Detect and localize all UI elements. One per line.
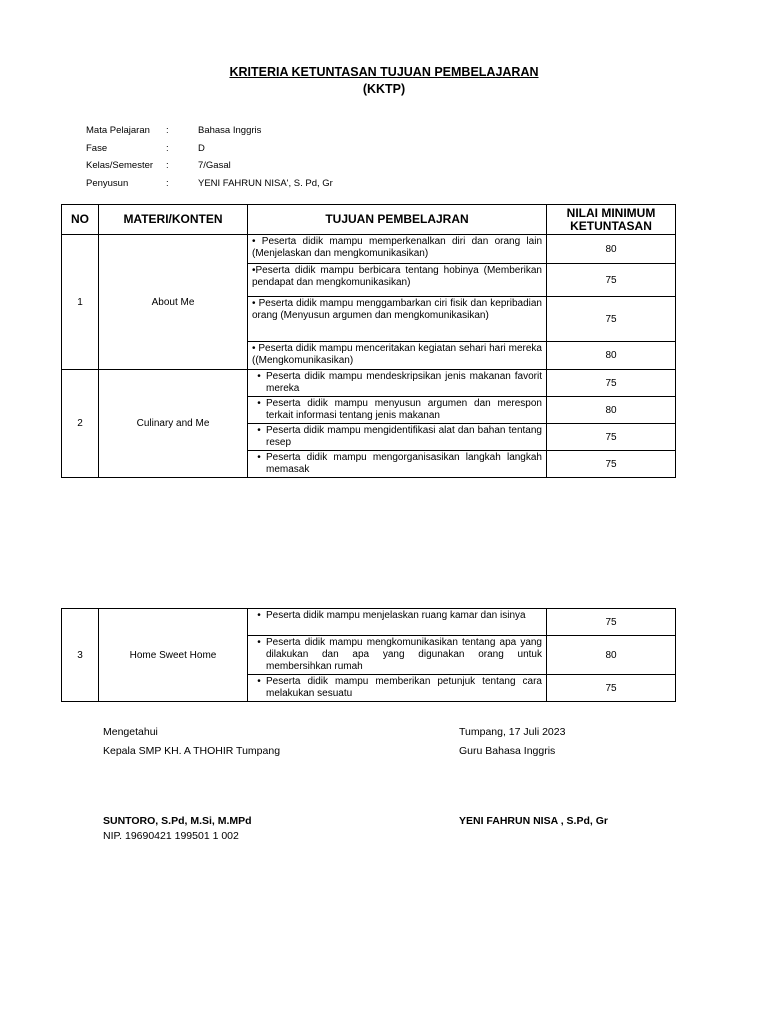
goal-nilai: 75 (547, 297, 676, 342)
meta-row (86, 160, 333, 178)
goal-cell (248, 609, 547, 636)
signature-right-name: YENI FAHRUN NISA , S.Pd, Gr (459, 815, 608, 827)
goal-nilai: 75 (547, 370, 676, 397)
goal-text: • Peserta didik mampu menceritakan kegiatan sehari hari mereka ((Mengkomunikasikan) (248, 342, 547, 370)
row-materi: Home Sweet Home (99, 609, 248, 702)
goal-text: Peserta didik mampu mendeskripsikan jenis makanan favorit mereka (266, 371, 542, 394)
goal-cell (248, 675, 547, 702)
row-number: 3 (62, 609, 99, 702)
signature-left-role: Kepala SMP KH. A THOHIR Tumpang (103, 745, 281, 757)
meta-label: Kelas/Semester (86, 160, 154, 171)
goal-nilai: 75 (547, 609, 676, 636)
header-nilai (547, 205, 676, 235)
header-nilai-line1: NILAI MINIMUM (566, 205, 656, 220)
goal-nilai: 80 (547, 636, 676, 675)
bullet-mark: • (257, 676, 261, 687)
goal-nilai: 75 (547, 675, 676, 702)
signature-right-date: Tumpang, 17 Juli 2023 (459, 726, 566, 738)
goal-text: Peserta didik mampu memberikan petunjuk tentang cara melakukan sesuatu (266, 676, 542, 699)
goal-text: Peserta didik mampu mengidentifikasi alat dan bahan tentang resep (266, 425, 542, 448)
row-number: 1 (62, 235, 99, 370)
bullet-mark: • (257, 610, 261, 621)
goal-nilai: 75 (547, 424, 676, 451)
row-materi: About Me (99, 235, 248, 370)
table-row (62, 235, 676, 264)
goal-text: Peserta didik mampu menyusun argumen dan merespon terkait informasi tentang jenis makanan (266, 398, 542, 421)
signature-right-role: Guru Bahasa Inggris (459, 745, 556, 757)
goal-cell (248, 451, 547, 478)
goal-text: •Peserta didik mampu berbicara tentang hobinya (Memberikan pendapat dan mengkomunikasikan) (248, 264, 547, 297)
meta-info (86, 125, 333, 195)
table-header-row (62, 205, 676, 235)
signature-left-label: Mengetahui (103, 726, 158, 738)
header-no: NO (62, 205, 99, 235)
table-row (62, 370, 676, 397)
goal-text: • Peserta didik mampu menggambarkan ciri fisik dan kepribadian orang (Menyusun argumen dan mengkomunikasikan) (248, 297, 547, 342)
row-materi: Culinary and Me (99, 370, 248, 478)
goal-text: Peserta didik mampu mengkomunikasikan tentang apa yang dilakukan dan apa yang digunakan orang untuk membersihkan rumah (266, 637, 542, 672)
meta-label: Fase (86, 142, 108, 154)
bullet-mark: • (257, 425, 261, 436)
goal-text: Peserta didik mampu mengorganisasikan langkah langkah memasak (266, 452, 542, 475)
meta-label: Mata Pelajaran (86, 125, 150, 136)
table-row (62, 609, 676, 636)
meta-value: D (198, 142, 205, 154)
document-subtitle: (KKTP) (362, 82, 406, 96)
goal-nilai: 75 (547, 451, 676, 478)
header-nilai-line2: KETUNTASAN (570, 218, 652, 233)
goal-cell (248, 397, 547, 424)
meta-colon: : (166, 125, 169, 136)
goal-cell (248, 636, 547, 675)
goal-cell (248, 370, 547, 397)
meta-colon: : (166, 142, 169, 154)
meta-colon: : (166, 177, 169, 189)
meta-colon: : (166, 160, 169, 171)
bullet-mark: • (257, 371, 261, 382)
document-title: KRITERIA KETUNTASAN TUJUAN PEMBELAJARAN (229, 65, 539, 79)
kktp-table (61, 204, 676, 478)
meta-value: Bahasa Inggris (198, 125, 262, 136)
goal-nilai: 80 (547, 235, 676, 264)
meta-row (86, 125, 333, 143)
kktp-table-continued (61, 608, 676, 702)
bullet-mark: • (257, 452, 261, 463)
goal-text: Peserta didik mampu menjelaskan ruang kamar dan isinya (266, 610, 526, 621)
bullet-mark: • (257, 637, 261, 648)
meta-value: 7/Gasal (198, 160, 231, 171)
row-number: 2 (62, 370, 99, 478)
goal-nilai: 80 (547, 397, 676, 424)
header-tujuan: TUJUAN PEMBELAJRAN (248, 205, 547, 235)
header-materi: MATERI/KONTEN (99, 205, 248, 235)
signature-left-nip: NIP. 19690421 199501 1 002 (103, 830, 239, 842)
signature-left-name: SUNTORO, S.Pd, M.Si, M.MPd (103, 815, 252, 827)
meta-value: YENI FAHRUN NISA', S. Pd, Gr (198, 177, 333, 189)
meta-row (86, 143, 333, 161)
goal-text: • Peserta didik mampu memperkenalkan diri dan orang lain (Menjelaskan dan mengkomunikasikan) (248, 235, 547, 264)
bullet-mark: • (257, 398, 261, 409)
meta-row (86, 178, 333, 196)
goal-nilai: 75 (547, 264, 676, 297)
goal-nilai: 80 (547, 342, 676, 370)
meta-label: Penyusun (86, 177, 129, 189)
goal-cell (248, 424, 547, 451)
